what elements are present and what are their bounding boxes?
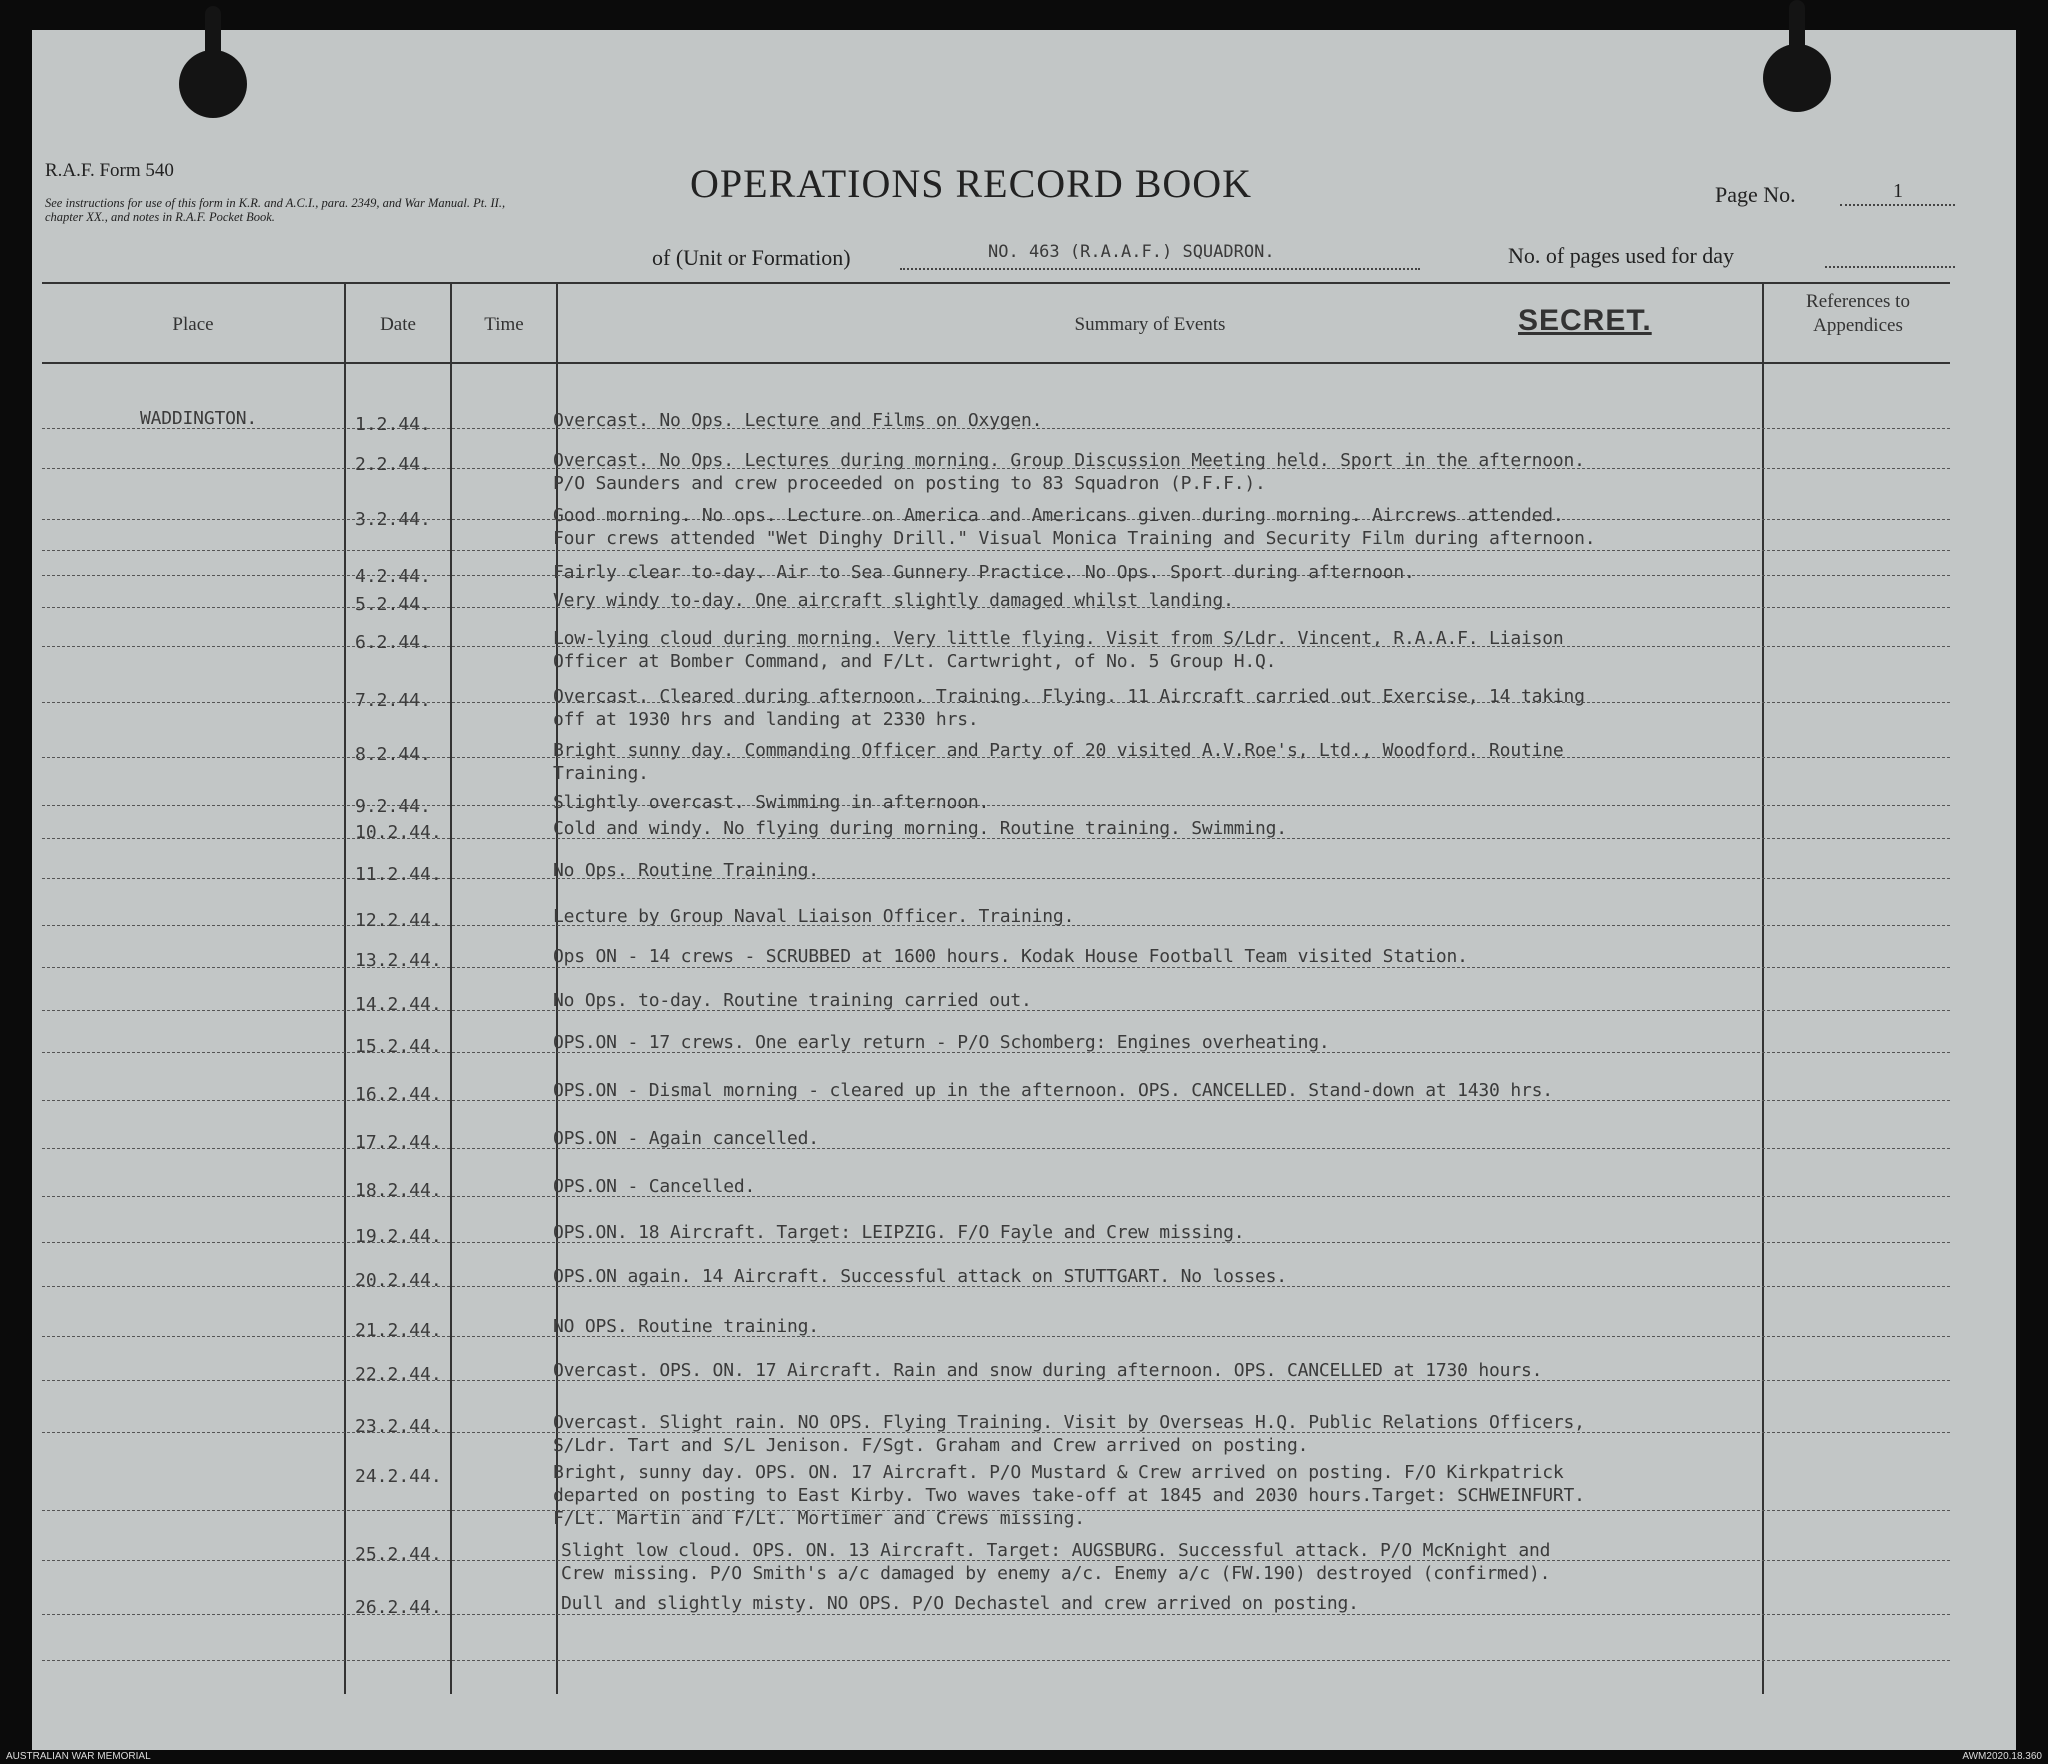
entry-date: 25.2.44. xyxy=(355,1544,442,1565)
entry-date: 9.2.44. xyxy=(355,796,431,817)
entry-summary-line: NO OPS. Routine training. xyxy=(553,1316,819,1337)
entry-summary-line: Lecture by Group Naval Liaison Officer. Training. xyxy=(553,906,1075,927)
ruled-line xyxy=(42,1614,1950,1615)
entry-date: 6.2.44. xyxy=(355,632,431,653)
entry-date: 8.2.44. xyxy=(355,744,431,765)
entry-date: 26.2.44. xyxy=(355,1597,442,1618)
punch-hole-right xyxy=(1763,44,1831,112)
column-header-summary: Summary of Events xyxy=(1074,314,1226,335)
footer-accession: AWM2020.18.360 xyxy=(1962,1751,2042,1762)
column-divider-place-date xyxy=(344,284,346,1694)
entry-summary-line: Slightly overcast. Swimming in afternoon. xyxy=(553,792,990,813)
entry-summary-line: Overcast. No Ops. Lecture and Films on Oxygen. xyxy=(553,410,1043,431)
entry-summary-line: Fairly clear to-day. Air to Sea Gunnery Practice. No Ops. Sport during afternoon. xyxy=(553,562,1415,583)
entry-date: 20.2.44. xyxy=(355,1270,442,1291)
entry-date: 3.2.44. xyxy=(355,509,431,530)
form-instructions: See instructions for use of this form in K.R. and A.C.I., para. 2349, and War Manual. Pt. II., chapter XX., and notes in R.A.F. Pocket Book. xyxy=(45,196,506,224)
entry-summary-line: Crew missing. P/O Smith's a/c damaged by enemy a/c. Enemy a/c (FW.190) destroyed (confirmed). xyxy=(561,1563,1551,1584)
footer-credit: AUSTRALIAN WAR MEMORIAL xyxy=(6,1751,151,1762)
ruled-line xyxy=(42,878,1950,879)
entry-date: 21.2.44. xyxy=(355,1320,442,1341)
entry-summary-line: No Ops. to-day. Routine training carried out. xyxy=(553,990,1032,1011)
entry-summary-line: OPS.ON again. 14 Aircraft. Successful attack on STUTTGART. No losses. xyxy=(553,1266,1287,1287)
entry-date: 4.2.44. xyxy=(355,566,431,587)
column-header-references: References to Appendices xyxy=(1806,291,1910,336)
page-number-value: 1 xyxy=(1893,180,1903,202)
entry-summary-line: Very windy to-day. One aircraft slightly damaged whilst landing. xyxy=(553,590,1234,611)
ruled-line xyxy=(42,1336,1950,1337)
entry-summary-line: Slight low cloud. OPS. ON. 13 Aircraft. Target: AUGSBURG. Successful attack. P/O McKnight and xyxy=(561,1540,1551,1561)
entry-date: 2.2.44. xyxy=(355,454,431,475)
entry-date: 1.2.44. xyxy=(355,414,431,435)
entry-date: 22.2.44. xyxy=(355,1364,442,1385)
entry-summary-line: Overcast. Slight rain. NO OPS. Flying Training. Visit by Overseas H.Q. Public Relations Officers, xyxy=(553,1412,1585,1433)
ruled-line xyxy=(42,1660,1950,1661)
entry-summary-line: off at 1930 hrs and landing at 2330 hrs. xyxy=(553,709,979,730)
entry-summary-line: Low-lying cloud during morning. Very little flying. Visit from S/Ldr. Vincent, R.A.A.F. Liaison xyxy=(553,628,1564,649)
ruled-line xyxy=(42,805,1950,806)
ruled-line xyxy=(42,967,1950,968)
secret-stamp: SECRET. xyxy=(1518,304,1652,337)
entry-summary-line: Ops ON - 14 crews - SCRUBBED at 1600 hours. Kodak House Football Team visited Station. xyxy=(553,946,1468,967)
entry-date: 15.2.44. xyxy=(355,1036,442,1057)
page-title: OPERATIONS RECORD BOOK xyxy=(690,161,1253,206)
entry-summary-line: Four crews attended "Wet Dinghy Drill." Visual Monica Training and Security Film during afternoon. xyxy=(553,528,1596,549)
column-header-place: Place xyxy=(172,314,214,335)
unit-dotted-line xyxy=(900,268,1420,270)
pages-used-label: No. of pages used for day xyxy=(1508,243,1735,268)
entry-summary-line: Overcast. OPS. ON. 17 Aircraft. Rain and snow during afternoon. OPS. CANCELLED at 1730 hours. xyxy=(553,1360,1543,1381)
entry-date: 17.2.44. xyxy=(355,1132,442,1153)
column-header-date: Date xyxy=(380,314,416,335)
entry-summary-line: Dull and slightly misty. NO OPS. P/O Dechastel and crew arrived on posting. xyxy=(561,1593,1359,1614)
ruled-line xyxy=(42,1148,1950,1149)
entry-summary-line: Overcast. No Ops. Lectures during morning. Group Discussion Meeting held. Sport in the afternoon. xyxy=(553,450,1585,471)
column-header-time: Time xyxy=(484,314,524,335)
entry-summary-line: F/Lt. Martin and F/Lt. Mortimer and Crews missing. xyxy=(553,1508,1085,1529)
table-top-border xyxy=(42,282,1950,284)
entry-summary-line: OPS.ON. 18 Aircraft. Target: LEIPZIG. F/O Fayle and Crew missing. xyxy=(553,1222,1245,1243)
entry-summary-line: departed on posting to East Kirby. Two waves take-off at 1845 and 2030 hours.Target: SCHWEINFURT. xyxy=(553,1485,1585,1506)
ruled-line xyxy=(42,550,1950,551)
entry-summary-line: Overcast. Cleared during afternoon. Training. Flying. 11 Aircraft carried out Exercise, 14 taking xyxy=(553,686,1585,707)
entry-summary-line: Bright sunny day. Commanding Officer and Party of 20 visited A.V.Roe's, Ltd., Woodford. Routine xyxy=(553,740,1564,761)
page-number-dotted-line xyxy=(1840,204,1955,206)
entry-summary-line: Good morning. No ops. Lecture on America and Americans given during morning. Aircrews attended. xyxy=(553,505,1564,526)
entry-summary-line: Cold and windy. No flying during morning. Routine training. Swimming. xyxy=(553,818,1287,839)
entry-summary-line: OPS.ON - 17 crews. One early return - P/O Schomberg: Engines overheating. xyxy=(553,1032,1330,1053)
form-number: R.A.F. Form 540 xyxy=(45,160,174,181)
entry-date: 5.2.44. xyxy=(355,594,431,615)
entry-summary-line: P/O Saunders and crew proceeded on posting to 83 Squadron (P.F.F.). xyxy=(553,473,1266,494)
entry-summary-line: S/Ldr. Tart and S/L Jenison. F/Sgt. Graham and Crew arrived on posting. xyxy=(553,1435,1309,1456)
column-divider-date-time xyxy=(450,284,452,1694)
entry-date: 14.2.44. xyxy=(355,994,442,1015)
place-value: WADDINGTON. xyxy=(140,408,258,429)
entry-date: 18.2.44. xyxy=(355,1180,442,1201)
entry-date: 10.2.44. xyxy=(355,822,442,843)
entry-summary-line: OPS.ON - Cancelled. xyxy=(553,1176,756,1197)
punch-hole-left xyxy=(179,50,247,118)
entry-date: 16.2.44. xyxy=(355,1084,442,1105)
entry-date: 19.2.44. xyxy=(355,1226,442,1247)
entry-summary-line: No Ops. Routine Training. xyxy=(553,860,819,881)
entry-date: 12.2.44. xyxy=(355,910,442,931)
entry-summary-line: Training. xyxy=(553,763,649,784)
entry-date: 11.2.44. xyxy=(355,864,442,885)
header-bottom-border xyxy=(42,362,1950,364)
entry-date: 7.2.44. xyxy=(355,690,431,711)
page-number-label: Page No. xyxy=(1715,182,1796,207)
entry-date: 24.2.44. xyxy=(355,1466,442,1487)
unit-value: NO. 463 (R.A.A.F.) SQUADRON. xyxy=(988,242,1275,262)
entry-summary-line: OPS.ON - Again cancelled. xyxy=(553,1128,819,1149)
entry-summary-line: Officer at Bomber Command, and F/Lt. Cartwright, of No. 5 Group H.Q. xyxy=(553,651,1277,672)
pages-used-dotted-line xyxy=(1825,266,1955,268)
ruled-line xyxy=(42,1196,1950,1197)
entry-date: 13.2.44. xyxy=(355,950,442,971)
entry-summary-line: Bright, sunny day. OPS. ON. 17 Aircraft. P/O Mustard & Crew arrived on posting. F/O Kirkpatrick xyxy=(553,1462,1564,1483)
entry-date: 23.2.44. xyxy=(355,1416,442,1437)
entry-summary-line: OPS.ON - Dismal morning - cleared up in the afternoon. OPS. CANCELLED. Stand-down at 1430 hrs. xyxy=(553,1080,1553,1101)
column-divider-summary-references xyxy=(1762,284,1764,1694)
unit-label: of (Unit or Formation) xyxy=(652,245,851,270)
